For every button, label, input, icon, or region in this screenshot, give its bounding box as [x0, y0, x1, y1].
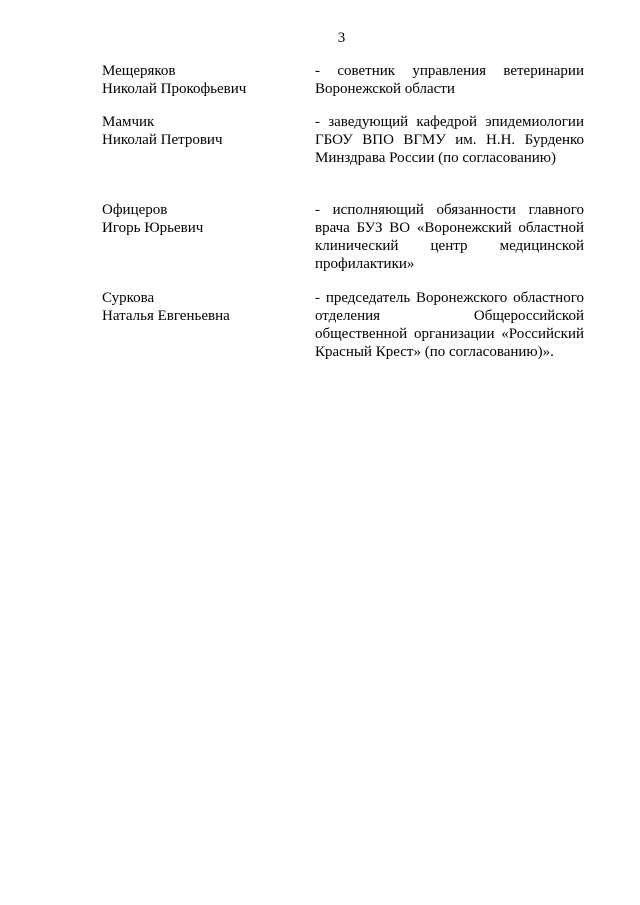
member-position: - заведующий кафедрой эпидемиологии ГБОУ ВПО ВГМУ им. Н.Н. Бурденко Минздрава России (по согласованию) [315, 114, 584, 166]
member-surname: Мамчик [102, 114, 155, 130]
member-name [102, 201, 302, 237]
member-given-name: Наталья Евгеньевна [102, 308, 230, 324]
member-name [102, 289, 302, 325]
member-given-name: Игорь Юрьевич [102, 220, 204, 236]
member-given-name: Николай Прокофьевич [102, 81, 247, 97]
member-name [102, 62, 302, 98]
member-given-name: Николай Петрович [102, 132, 223, 148]
member-surname: Офицеров [102, 202, 168, 218]
member-surname: Суркова [102, 290, 155, 306]
member-position: - советник управления ветеринарии Воронежской области [315, 63, 584, 97]
member-name [102, 113, 302, 149]
member-position: - исполняющий обязанности главного врача БУЗ ВО «Воронежский областной клинический центр медицинской профилактики» [315, 202, 584, 272]
member-surname: Мещеряков [102, 63, 176, 79]
page-number: 3 [337, 30, 346, 46]
member-position: - председатель Воронежского областного отделения Общероссийской общественной организации «Российский Красный Крест» (по согласованию)». [315, 290, 584, 360]
